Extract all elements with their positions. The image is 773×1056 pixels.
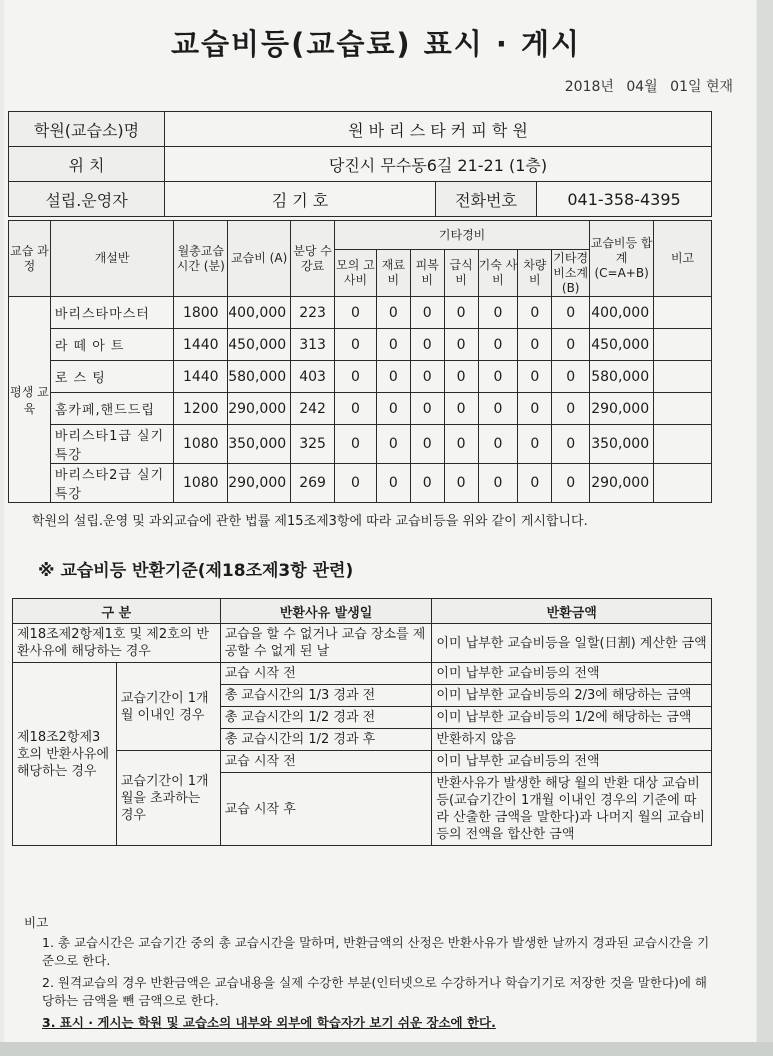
col-uniform: 피복 비 xyxy=(410,250,444,297)
col-other: 기타경비 xyxy=(335,221,590,250)
notes-heading: 비고 xyxy=(24,915,49,930)
cell-dorm: 0 xyxy=(478,425,518,464)
refund-reason: 총 교습시간의 1/2 경과 후 xyxy=(220,729,432,751)
refund-amount: 이미 납부한 교습비등의 전액 xyxy=(432,663,712,685)
cell-subtotal: 0 xyxy=(552,361,590,393)
cell-mock: 0 xyxy=(335,425,377,464)
cell-total: 450,000 xyxy=(590,329,654,361)
cell-uniform: 0 xyxy=(410,464,444,503)
cell-hours: 1440 xyxy=(174,329,228,361)
cell-dorm: 0 xyxy=(478,329,518,361)
refund-reason: 총 교습시간의 1/2 경과 전 xyxy=(220,707,432,729)
fee-row xyxy=(9,464,712,503)
cell-per-min: 242 xyxy=(291,393,335,425)
refund-amount: 이미 납부한 교습비등의 2/3에 해당하는 금액 xyxy=(432,685,712,707)
cell-material: 0 xyxy=(376,425,410,464)
cell-subtotal: 0 xyxy=(552,425,590,464)
academy-name-label: 학원(교습소)명 xyxy=(9,112,165,147)
fee-table xyxy=(8,220,712,503)
refund-reason: 교습 시작 전 xyxy=(220,663,432,685)
cell-uniform: 0 xyxy=(410,393,444,425)
phone-label: 전화번호 xyxy=(436,182,537,217)
cell-subtotal: 0 xyxy=(552,464,590,503)
cell-meal: 0 xyxy=(444,464,478,503)
course-label: 평생 교육 xyxy=(9,297,51,503)
cell-per-min: 223 xyxy=(291,297,335,329)
cell-total: 290,000 xyxy=(590,393,654,425)
cell-vehicle: 0 xyxy=(518,297,552,329)
class-name: 로 스 팅 xyxy=(50,361,173,393)
fee-row xyxy=(9,361,712,393)
cell-uniform: 0 xyxy=(410,425,444,464)
cell-meal: 0 xyxy=(444,425,478,464)
cell-total: 350,000 xyxy=(590,425,654,464)
cell-fee: 350,000 xyxy=(228,425,291,464)
note-item: 1. 총 교습시간은 교습기간 중의 총 교습시간을 말하며, 반환금액의 산정은 반환사유가 발생한 날까지 경과된 교습시간을 기준으로 한다. xyxy=(42,935,710,968)
col-hours: 월총교습 시간 (분) xyxy=(174,221,228,297)
col-per-min: 분당 수강료 xyxy=(291,221,335,297)
fee-row xyxy=(9,425,712,464)
cell-remark xyxy=(654,425,712,464)
cell-material: 0 xyxy=(376,297,410,329)
col-mock: 모의 고사비 xyxy=(335,250,377,297)
cell-fee: 400,000 xyxy=(228,297,291,329)
cell-material: 0 xyxy=(376,464,410,503)
date-day: 01일 현재 xyxy=(670,79,733,95)
cell-vehicle: 0 xyxy=(518,361,552,393)
fee-row xyxy=(9,329,712,361)
col-remark: 비고 xyxy=(654,221,712,297)
cell-uniform: 0 xyxy=(410,361,444,393)
col-course: 교습 과정 xyxy=(9,221,51,297)
cell-per-min: 313 xyxy=(291,329,335,361)
cell-total: 580,000 xyxy=(590,361,654,393)
date-year: 2018년 xyxy=(564,79,614,95)
location-label: 위 치 xyxy=(9,147,165,182)
academy-info-table xyxy=(8,111,712,217)
academy-name-value: 원 바 리 스 타 커 피 학 원 xyxy=(165,112,712,147)
statement-text: 학원의 설립.운영 및 과외교습에 관한 법률 제15조제3항에 따라 교습비등을 위와 같이 게시합니다. xyxy=(32,514,588,529)
frame-edge xyxy=(757,0,773,1056)
cell-remark xyxy=(654,393,712,425)
cell-hours: 1800 xyxy=(174,297,228,329)
phone-value: 041-358-4395 xyxy=(537,182,712,217)
cell-mock: 0 xyxy=(335,464,377,503)
refund-amount: 반환사유가 발생한 해당 월의 반환 대상 교습비등(교습기간이 1개월 이내인 경우의 기준에 따라 산출한 금액을 말한다)과 나머지 월의 교습비등의 전액을 합산한 금액 xyxy=(432,773,712,846)
cell-hours: 1080 xyxy=(174,464,228,503)
refund-reason: 교습 시작 전 xyxy=(220,751,432,773)
cell-remark xyxy=(654,361,712,393)
class-name: 홈카페,핸드드립 xyxy=(50,393,173,425)
refund-row1-category: 제18조제2항제1호 및 제2호의 반환사유에 해당하는 경우 xyxy=(13,624,221,663)
class-name: 바리스타마스터 xyxy=(50,297,173,329)
refund-row1-reason: 교습을 할 수 없거나 교습 장소를 제공할 수 없게 된 날 xyxy=(220,624,432,663)
fee-row xyxy=(9,297,712,329)
refund-col-reason: 반환사유 발생일 xyxy=(220,599,432,624)
refund-col-category: 구 분 xyxy=(13,599,221,624)
col-meal: 급식 비 xyxy=(444,250,478,297)
cell-vehicle: 0 xyxy=(518,425,552,464)
cell-vehicle: 0 xyxy=(518,329,552,361)
col-class: 개설반 xyxy=(50,221,173,297)
class-name: 바리스타2급 실기특강 xyxy=(50,464,173,503)
note-item: 3. 표시 · 게시는 학원 및 교습소의 내부와 외부에 학습자가 보기 쉬운 장소에 한다. xyxy=(42,1015,496,1030)
refund-reason: 총 교습시간의 1/3 경과 전 xyxy=(220,685,432,707)
refund-group-label: 제18조2항제3호의 반환사유에 해당하는 경우 xyxy=(13,663,117,846)
refund-amount: 반환하지 않음 xyxy=(432,729,712,751)
date-month: 04월 xyxy=(626,79,658,95)
col-total: 교습비등 합계 (C=A+B) xyxy=(590,221,654,297)
refund-row1-amount: 이미 납부한 교습비등을 일할(日割) 계산한 금액 xyxy=(432,624,712,663)
col-material: 재료 비 xyxy=(376,250,410,297)
cell-material: 0 xyxy=(376,361,410,393)
cell-total: 290,000 xyxy=(590,464,654,503)
cell-meal: 0 xyxy=(444,393,478,425)
cell-vehicle: 0 xyxy=(518,464,552,503)
cell-uniform: 0 xyxy=(410,297,444,329)
cell-per-min: 325 xyxy=(291,425,335,464)
class-name: 라 떼 아 트 xyxy=(50,329,173,361)
cell-mock: 0 xyxy=(335,297,377,329)
frame-bottom xyxy=(0,1042,773,1056)
class-name: 바리스타1급 실기특강 xyxy=(50,425,173,464)
cell-hours: 1200 xyxy=(174,393,228,425)
fee-row xyxy=(9,393,712,425)
refund-table xyxy=(12,598,712,846)
cell-mock: 0 xyxy=(335,393,377,425)
cell-remark xyxy=(654,297,712,329)
page-title: 교습비등(교습료) 표시 · 게시 xyxy=(171,27,581,61)
cell-fee: 450,000 xyxy=(228,329,291,361)
cell-subtotal: 0 xyxy=(552,329,590,361)
cell-fee: 290,000 xyxy=(228,393,291,425)
refund-amount: 이미 납부한 교습비등의 전액 xyxy=(432,751,712,773)
cell-dorm: 0 xyxy=(478,464,518,503)
founder-label: 설립.운영자 xyxy=(9,182,165,217)
cell-dorm: 0 xyxy=(478,297,518,329)
date-line xyxy=(557,76,733,96)
cell-per-min: 269 xyxy=(291,464,335,503)
cell-material: 0 xyxy=(376,329,410,361)
cell-per-min: 403 xyxy=(291,361,335,393)
col-vehicle: 차량 비 xyxy=(518,250,552,297)
cell-remark xyxy=(654,464,712,503)
refund-reason: 교습 시작 후 xyxy=(220,773,432,846)
cell-dorm: 0 xyxy=(478,361,518,393)
col-fee: 교습비 (A) xyxy=(228,221,291,297)
location-value: 당진시 무수동6길 21-21 (1층) xyxy=(165,147,712,182)
cell-vehicle: 0 xyxy=(518,393,552,425)
cell-meal: 0 xyxy=(444,361,478,393)
cell-fee: 290,000 xyxy=(228,464,291,503)
cell-mock: 0 xyxy=(335,361,377,393)
cell-hours: 1080 xyxy=(174,425,228,464)
cell-uniform: 0 xyxy=(410,329,444,361)
col-subtotal: 기타경비소계 (B) xyxy=(553,250,589,295)
col-dorm: 기숙 사비 xyxy=(478,250,518,297)
notes-section xyxy=(24,914,714,1036)
cell-total: 400,000 xyxy=(590,297,654,329)
cell-meal: 0 xyxy=(444,329,478,361)
cell-mock: 0 xyxy=(335,329,377,361)
founder-value: 김 기 호 xyxy=(165,182,436,217)
refund-sub2-label: 교습기간이 1개월을 초과하는 경우 xyxy=(116,751,220,846)
cell-subtotal: 0 xyxy=(552,297,590,329)
cell-subtotal: 0 xyxy=(552,393,590,425)
cell-meal: 0 xyxy=(444,297,478,329)
cell-hours: 1440 xyxy=(174,361,228,393)
cell-remark xyxy=(654,329,712,361)
refund-amount: 이미 납부한 교습비등의 1/2에 해당하는 금액 xyxy=(432,707,712,729)
refund-title: ※ 교습비등 반환기준(제18조제3항 관련) xyxy=(38,561,354,581)
cell-material: 0 xyxy=(376,393,410,425)
refund-col-amount: 반환금액 xyxy=(432,599,712,624)
note-item: 2. 원격교습의 경우 반환금액은 교습내용을 실제 수강한 부분(인터넷으로 수강하거나 학습기기로 저장한 것을 말한다)에 해당하는 금액을 뺀 금액으로 한다. xyxy=(42,975,708,1008)
refund-sub1-label: 교습기간이 1개월 이내인 경우 xyxy=(116,663,220,751)
cell-dorm: 0 xyxy=(478,393,518,425)
cell-fee: 580,000 xyxy=(228,361,291,393)
